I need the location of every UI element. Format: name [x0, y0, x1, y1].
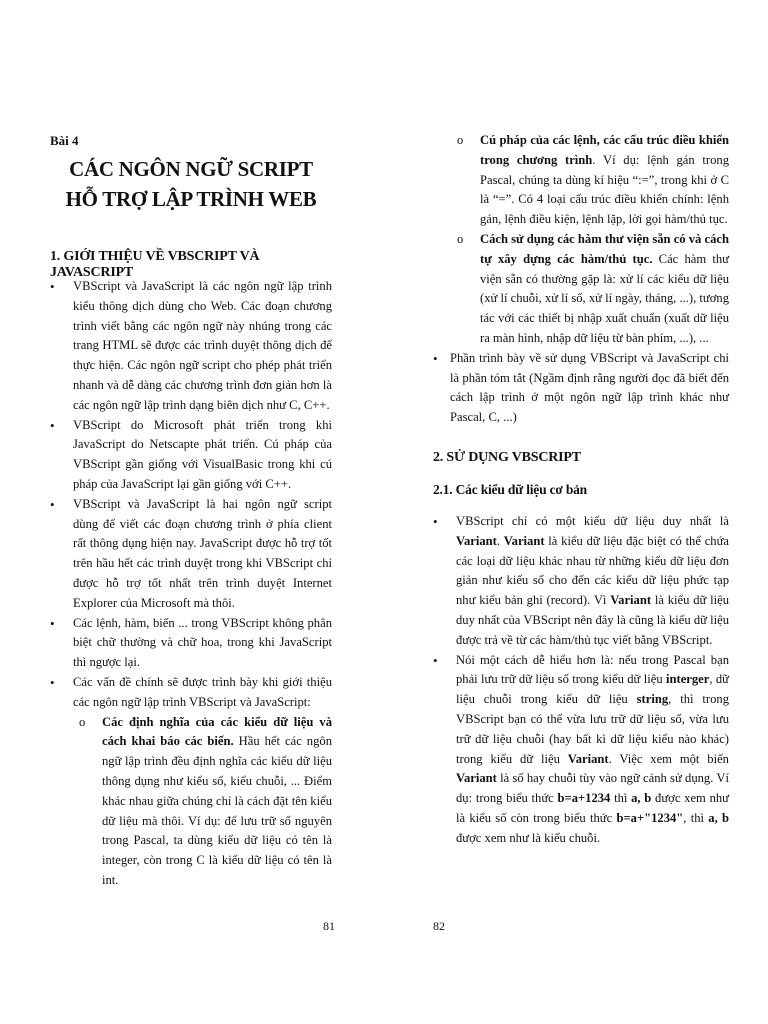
- section-2-heading: 2. SỬ DỤNG VBSCRIPT: [433, 450, 581, 465]
- sub-item: [433, 131, 729, 230]
- code-variables: a, b: [708, 810, 729, 825]
- bullet-item: [50, 495, 332, 614]
- right-top-block: [433, 131, 729, 428]
- keyword-variant: Variant: [503, 533, 545, 548]
- sub-item-text: Hầu hết các ngôn ngữ lập trình đều định nghĩa các kiểu dữ liệu thông dụng như kiểu số, kiểu chuỗi, ... Điểm khác nhau giữa chúng chỉ là cách đặt tên kiểu dữ liệu mà thôi. Ví dụ: để lưu trữ số nguyên trong Pascal, ta dùng kiểu dữ liệu có tên là integer, còn trong C là kiểu dữ liệu có tên là int.: [102, 734, 332, 887]
- text-run: , thì: [683, 810, 709, 825]
- text-run: Nói một cách dễ hiểu hơn là: nếu trong Pascal bạn phải lưu trữ dữ liệu số trong kiểu dữ liệu: [456, 652, 729, 687]
- sub-list: [50, 713, 332, 891]
- bullet-icon: •: [50, 674, 55, 690]
- bullet-icon: •: [50, 496, 55, 512]
- text-run: là kiểu dữ liệu đặc biệt có thể chứa các loại dữ liệu khác nhau từ những kiểu dữ liệu đơn giản như kiểu số cho đến các kiểu dữ liệu phức tạp như kiểu bản ghi (record). Vì: [456, 533, 729, 608]
- section-2-1-heading: 2.1. Các kiểu dữ liệu cơ bản: [433, 482, 587, 497]
- text-run: VBScript chỉ có một kiểu dữ liệu duy nhất là: [456, 514, 729, 528]
- chapter-title-line-1: CÁC NGÔN NGỮ SCRIPT: [69, 157, 313, 181]
- code-expression: b=a+"1234": [616, 810, 684, 825]
- bullet-text: VBScript do Microsoft phát triển trong khi JavaScript do Netscapte phát triển. Cú pháp của VBScript gần giống với VisualBasic trong khi cú pháp của JavaScript lại gần giống với C++.: [73, 417, 332, 491]
- bullet-text: VBScript và JavaScript là hai ngôn ngữ script dùng để viết các đoạn chương trình ở phía client rất thông dụng hiện nay. JavaScript được hỗ trợ tốt trên hầu hết các trình duyệt trong khi VBScript chỉ được hỗ trợ tốt nhất trên trình duyệt Internet Explorer của Microsoft mà thôi.: [73, 496, 332, 610]
- bullet-item: [433, 512, 729, 651]
- text-run: là kiểu dữ liệu duy nhất của VBScript nên đây là cũng là kiểu dữ liệu được trả về từ các hàm/thủ tục viết bằng VBScript.: [456, 593, 730, 647]
- bullet-text: Các lệnh, hàm, biến ... trong VBScript không phân biệt chữ thường và chữ hoa, trong khi JavaScript thì ngược lại.: [73, 615, 332, 670]
- text-run: , thì trong VBScript bạn có thể vừa lưu trữ dữ liệu số, vừa lưu trữ dữ liệu chuỗi (hay bất kì dữ liệu kiểu nào khác) trong kiểu dữ liệu: [456, 692, 730, 766]
- lesson-label: Bài 4: [50, 133, 79, 148]
- bullet-icon: •: [50, 615, 55, 631]
- bullet-icon: •: [433, 652, 438, 668]
- sub-item: [433, 230, 729, 349]
- text-run: thì: [610, 791, 632, 806]
- bullet-item: [50, 673, 332, 713]
- text-run: là số hay chuỗi tùy vào ngữ cảnh sử dụng. Ví dụ: trong biểu thức: [456, 771, 729, 806]
- sub-item-bold-text: Cách sử dụng các hàm thư viện sẵn có và cách tự xây dựng các hàm/thủ tục.: [480, 231, 729, 266]
- sub-item-text: Các hàm thư viện sẵn có thường gặp là: xử lí các kiểu dữ liệu (xử lí chuỗi, xử lí số, xử lí ngày, tháng, ...), tương tác với các thiết bị nhập xuất chuẩn (xuất dữ liệu ra màn hình, nhập dữ liệu từ bàn phím, ...), ...: [480, 251, 729, 345]
- bullet-text: Các vấn đề chính sẽ được trình bày khi giới thiệu các ngôn ngữ lập trình VBScript và JavaScript:: [73, 674, 332, 709]
- keyword-variant: Variant: [567, 751, 609, 766]
- bullet-item: [50, 416, 332, 495]
- bullet-item: [50, 614, 332, 673]
- bullet-icon: •: [50, 417, 55, 433]
- keyword-variant: Variant: [456, 771, 497, 786]
- bullet-item: [433, 349, 729, 428]
- bullet-text: Phần trình bày về sử dụng VBScript và JavaScript chỉ là phần tóm tắt (Ngầm định rằng người đọc đã biết đến cách lập trình ở một ngôn ngữ lập trình khác như Pascal, C, ...): [450, 350, 729, 425]
- bullet-icon: •: [433, 514, 438, 529]
- sub-item-bold-text: Các định nghĩa của các kiểu dữ liệu và cách khai báo các biến.: [102, 714, 332, 749]
- keyword-interger: interger: [666, 672, 710, 687]
- text-run: .: [496, 533, 504, 548]
- bullet-item: [50, 277, 332, 416]
- keyword-string: string: [636, 692, 669, 707]
- keyword-variant: Variant: [456, 533, 497, 548]
- text-run: được xem như là kiểu số còn trong biểu thức: [456, 791, 729, 825]
- bullet-icon: •: [50, 279, 55, 294]
- code-variables: a, b: [631, 791, 652, 806]
- bullet-icon: •: [433, 350, 438, 366]
- page-number: 82: [433, 919, 445, 933]
- bullet-item: [433, 651, 729, 849]
- sub-bullet-icon: o: [457, 133, 464, 147]
- chapter-title: [50, 154, 332, 214]
- section-1-body: [50, 277, 332, 891]
- sub-item-bold-text: Cú pháp của các lệnh, các cấu trúc điều khiển trong chương trình: [480, 133, 729, 167]
- sub-bullet-icon: o: [79, 714, 86, 729]
- text-run: được xem như là kiểu chuỗi.: [456, 830, 601, 845]
- sub-item: [50, 713, 332, 891]
- sub-item-text: . Ví dụ: lệnh gán trong Pascal, chúng ta dùng kí hiệu “:=”, trong khi ở C là “=”. Có 4 loại cấu trúc điều khiển chính: lệnh gán, lệnh điều kiện, lệnh lặp, lời gọi hàm/thủ tục.: [480, 152, 729, 227]
- page-number: 81: [323, 919, 335, 933]
- chapter-title-line-2: HỖ TRỢ LẬP TRÌNH WEB: [65, 187, 317, 211]
- bullet-text: VBScript và JavaScript là các ngôn ngữ lập trình kiểu thông dịch dùng cho Web. Các đoạn chương trình viết bằng các ngôn ngữ này nhúng trong các trang HTML sẽ được các trình duyệt thông dịch để thực hiện. Các ngôn ngữ script cho phép phát triển nhanh và dễ dàng các chương trình đơn giản hơn là các ngôn ngữ lập trình dạng biên dịch như C, C++.: [73, 279, 332, 412]
- sub-bullet-icon: o: [457, 231, 464, 246]
- text-run: , dữ liệu chuỗi trong kiểu dữ liệu: [456, 672, 729, 707]
- code-expression: b=a+1234: [557, 791, 611, 806]
- section-1-heading: 1. GIỚI THIỆU VỀ VBSCRIPT VÀ JAVASCRIPT: [50, 249, 260, 280]
- keyword-variant: Variant: [610, 593, 652, 608]
- text-run: . Việc xem một biến: [608, 751, 729, 766]
- section-2-1-body: [433, 512, 729, 849]
